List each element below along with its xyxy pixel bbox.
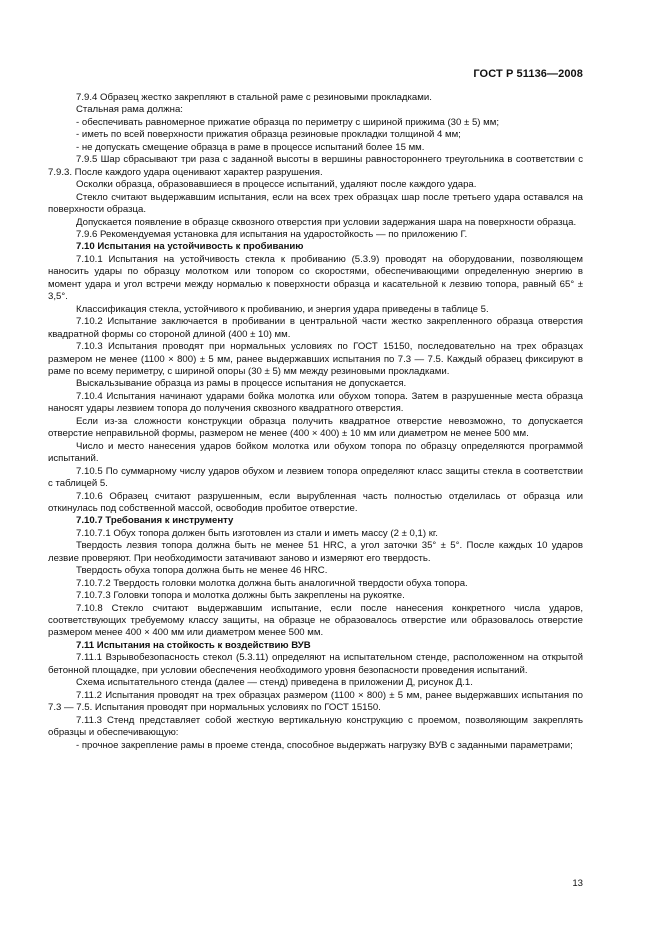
paragraph: Стекло считают выдержавшим испытания, если на всех трех образцах шар после третьего удара оставался на поверхности образца. — [48, 191, 583, 216]
paragraph: 7.10.5 По суммарному числу ударов обухом и лезвием топора определяют класс защиты стекла в соответствии с таблицей 5. — [48, 465, 583, 490]
paragraph: 7.10.7.2 Твердость головки молотка должна быть аналогичной твердости обуха топора. — [76, 577, 468, 589]
paragraph: 7.10.4 Испытания начинают ударами бойка молотка или обухом топора. Затем в разрушенные места образца наносят удары лезвием топора до получения сквозного квадратного отверстия. — [48, 390, 583, 415]
paragraph: Число и место нанесения ударов бойком молотка или обухом топора по образцу определяются программой испытаний. — [48, 440, 583, 465]
paragraph: 7.10.7.1 Обух топора должен быть изготовлен из стали и иметь массу (2 ± 0,1) кг. — [76, 527, 438, 539]
list-item: - обеспечивать равномерное прижатие образца по периметру с шириной прижима (30 ± 5) мм; — [76, 116, 499, 128]
paragraph: 7.11.3 Стенд представляет собой жесткую вертикальную конструкцию с проемом, позволяющим закреплять образцы и обеспечивающую: — [48, 714, 583, 739]
paragraph: Осколки образца, образовавшиеся в процессе испытаний, удаляют после каждого удара. — [76, 179, 477, 191]
paragraph: Твердость лезвия топора должна быть не менее 51 HRC, а угол заточки 35° ± 5°. После каждых 10 ударов лезвие проверяют. При необходимости затачивают заново и измеряют его твердость. — [48, 540, 583, 564]
document-body — [48, 92, 583, 752]
paragraph: 7.10.8 Стекло считают выдержавшим испытание, если после нанесения конкретного числа ударов, соответствующих требуемому классу защиты, на образце не образовалось отверстие или образовалось отверстие размером менее 400 × 400 мм или диаметром менее 500 мм. — [48, 602, 583, 639]
standard-header: ГОСТ Р 51136—2008 — [473, 68, 583, 80]
paragraph: Классификация стекла, устойчивого к пробиванию, и энергия удара приведены в таблице 5. — [76, 303, 489, 315]
page-number: 13 — [572, 878, 583, 889]
section-heading: 7.11 Испытания на стойкость к воздействию ВУВ — [76, 639, 311, 651]
paragraph: 7.10.2 Испытание заключается в пробивании в центральной части жестко закрепленного образца отверстия квадратной формы со стороной длиной (400 ± 10) мм. — [48, 316, 583, 340]
paragraph: 7.9.5 Шар сбрасывают три раза с заданной высоты в вершины равностороннего треугольника в соответствии с 7.9.3. После каждого удара оценивают характер разрушения. — [48, 154, 583, 178]
list-item: - иметь по всей поверхности прижатия образца резиновые прокладки толщиной 4 мм; — [76, 129, 461, 141]
section-heading: 7.10 Испытания на устойчивость к пробиванию — [76, 241, 304, 253]
paragraph: 7.10.1 Испытания на устойчивость стекла к пробиванию (5.3.9) проводят на оборудовании, позволяющем наносить удары по образцу молотком или топором со скоростями, обеспечивающими определенную энергию в момент удара и угол встречи между нормалью к поверхности образца и касательной к лезвию топора, равный 65° ± 3,5°. — [48, 253, 583, 303]
subsection-heading: 7.10.7 Требования к инструменту — [76, 515, 234, 527]
paragraph: Допускается появление в образце сквозного отверстия при условии задержания шара на поверхности образца. — [76, 216, 577, 228]
paragraph: 7.10.7.3 Головки топора и молотка должны быть закреплены на рукоятке. — [76, 590, 405, 602]
paragraph: Твердость обуха топора должна быть не менее 46 HRC. — [76, 565, 328, 577]
paragraph: Выскальзывание образца из рамы в процессе испытания не допускается. — [76, 378, 407, 390]
list-item: - прочное закрепление рамы в проеме стенда, способное выдержать нагрузку ВУВ с заданными параметрами; — [76, 739, 573, 751]
paragraph: Стальная рама должна: — [76, 104, 183, 116]
paragraph: 7.9.6 Рекомендуемая установка для испытания на ударостойкость — по приложению Г. — [76, 228, 468, 240]
paragraph: 7.11.2 Испытания проводят на трех образцах размером (1100 × 800) ± 5 мм, ранее выдержавших испытания по 7.3 — 7.5. Испытания проводят при нормальных условиях по ГОСТ 15150. — [48, 689, 583, 714]
paragraph: 7.10.3 Испытания проводят при нормальных условиях по ГОСТ 15150, последовательно на трех образцах размером не менее (1100 × 800) ± 5 мм, ранее выдержавших испытания по 7.3 — 7.5. Каждый образец фиксируют в раме по всему периметру, с шириной опоры (30 ± 5) мм между резиновыми прокладками. — [48, 341, 583, 377]
list-item: - не допускать смещение образца в раме в процессе испытаний более 15 мм. — [76, 141, 425, 153]
paragraph: 7.10.6 Образец считают разрушенным, если вырубленная часть полностью отделилась от образца или откинулась под собственной массой, освободив пробитое отверстие. — [48, 490, 583, 514]
paragraph: Если из-за сложности конструкции образца получить квадратное отверстие невозможно, то допускается отверстие неправильной формы, размером не менее (400 × 400) ± 10 мм или диаметром не менее 500 мм. — [48, 415, 583, 440]
paragraph: 7.9.4 Образец жестко закрепляют в стальной раме с резиновыми прокладками. — [76, 92, 432, 103]
paragraph: 7.11.1 Взрывобезопасность стекол (5.3.11) определяют на испытательном стенде, расположенном на открытой бетонной площадке, при условии обеспечения необходимого уровня безопасности проведения испытаний. — [48, 652, 583, 676]
paragraph: Схема испытательного стенда (далее — стенд) приведена в приложении Д, рисунок Д.1. — [76, 677, 473, 689]
